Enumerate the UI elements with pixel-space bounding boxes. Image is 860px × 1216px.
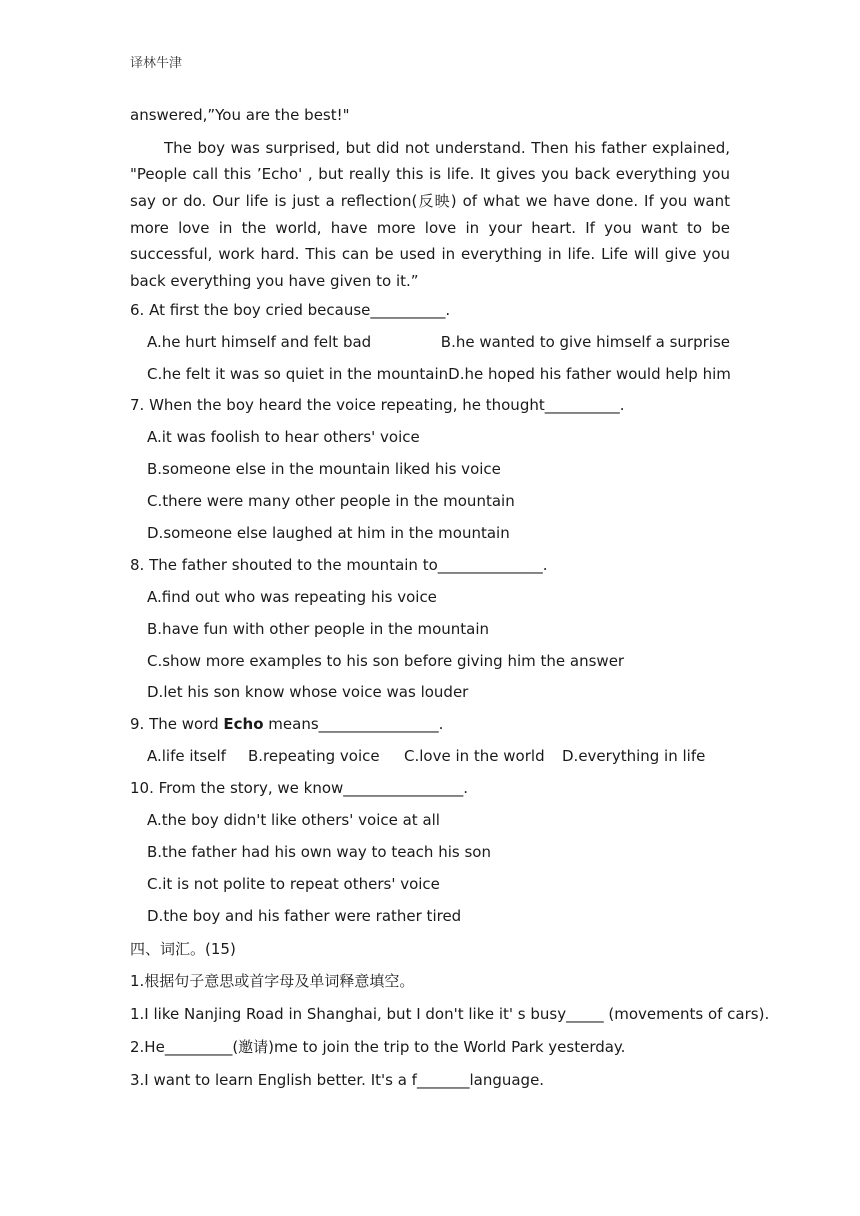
option-c: C.he felt it was so quiet in the mountain <box>147 364 449 383</box>
section-title: 四、词汇。(15) <box>130 939 236 958</box>
question-stem: 7. When the boy heard the voice repeating, he thought__________. <box>130 396 625 415</box>
option-row <box>130 741 730 773</box>
option-a: A.life itself <box>147 747 226 766</box>
option-c: C.there were many other people in the mountain <box>147 492 515 511</box>
option-d: D.the boy and his father were rather tired <box>147 906 462 925</box>
page-header: 译林牛津 <box>130 56 183 71</box>
question-7 <box>130 390 730 549</box>
document-body <box>130 102 770 1097</box>
vocab-item-3: 3.I want to learn English better. It's a f_______language. <box>130 1070 545 1089</box>
option-c: C.it is not polite to repeat others' voice <box>147 874 440 893</box>
question-8 <box>130 550 730 709</box>
section-subtitle: 1.根据句子意思或首字母及单词释意填空。 <box>130 971 415 990</box>
option-row <box>130 359 730 391</box>
option-d: D.someone else laughed at him in the mountain <box>147 523 510 542</box>
option-c: C.love in the world <box>404 747 545 766</box>
option-a: A.find out who was repeating his voice <box>147 587 437 606</box>
option-a: A.it was foolish to hear others' voice <box>147 428 420 447</box>
option-a: A.the boy didn't like others' voice at all <box>147 810 440 829</box>
option-b: B.someone else in the mountain liked his voice <box>147 460 501 479</box>
question-6 <box>130 295 730 391</box>
option-d: D.let his son know whose voice was louder <box>147 683 469 702</box>
stem-keyword: Echo <box>223 715 264 734</box>
stem-post: means________________. <box>263 715 444 734</box>
question-stem: 10. From the story, we know________________. <box>130 779 469 798</box>
question-stem: 6. At first the boy cried because__________. <box>130 300 451 319</box>
option-b: B.repeating voice <box>248 747 380 766</box>
option-d: D.he hoped his father would help him <box>448 364 731 383</box>
vocab-item-1: 1.I like Nanjing Road in Shanghai, but I don't like it' s busy_____ (movements of cars). <box>130 1004 770 1023</box>
option-c: C.show more examples to his son before giving him the answer <box>147 651 625 670</box>
question-stem <box>130 709 730 741</box>
question-9 <box>130 709 730 773</box>
option-row <box>130 327 730 359</box>
option-b: B.the father had his own way to teach his son <box>147 842 491 861</box>
passage-paragraph: The boy was surprised, but did not understand. Then his father explained, "People call this ’Echo' , but really this is life. It gives you back everything you say or do. Our life is just a reflection(反映) of what we have done. If you want more love in the world, have more love in your heart. If you want to be successful, work hard. This can be used in everything in life. Life will give you back everything you have given to it.” <box>130 138 730 291</box>
option-b: B.he wanted to give himself a surprise <box>440 332 730 351</box>
passage-line: answered,”You are the best!" <box>130 106 350 124</box>
stem-pre: 9. The word <box>130 715 224 734</box>
question-stem: 8. The father shouted to the mountain to______________. <box>130 555 548 574</box>
question-10 <box>130 773 730 932</box>
option-a: A.he hurt himself and felt bad <box>147 332 372 351</box>
option-d: D.everything in life <box>562 747 706 766</box>
vocab-item-2: 2.He_________(邀请)me to join the trip to the World Park yesterday. <box>130 1037 626 1056</box>
option-b: B.have fun with other people in the mountain <box>147 619 490 638</box>
